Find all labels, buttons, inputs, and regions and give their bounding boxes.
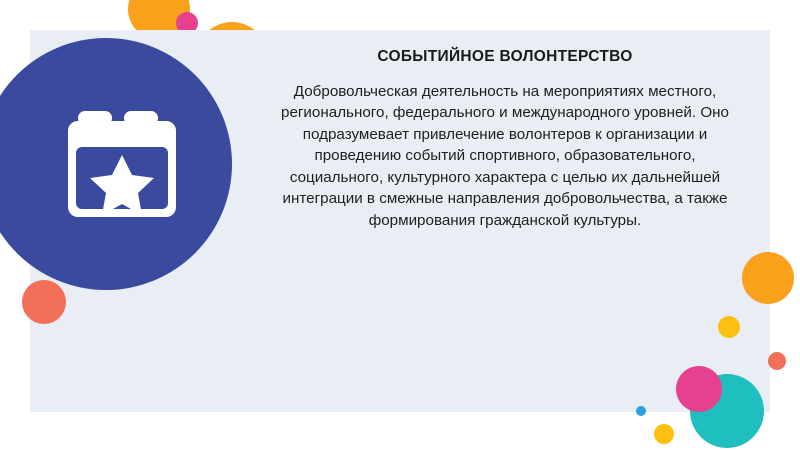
text-content [270,48,740,232]
circle-orange-right [742,252,794,304]
circle-blue-small [636,406,646,416]
circle-yellow-small [718,316,740,338]
body-paragraph: Добровольческая деятельность на мероприятиях местного, регионального, федерального и международного уровней. Оно подразумевает привлечение волонтеров к организации и проведению событий спортивного, образовательного, социального, культурного характера с целью их дальнейшей интеграции в смежные направления добровольчества, а также формирования гражданской культуры. [281,82,729,230]
calendar-star-icon [62,105,182,225]
page-title: СОБЫТИЙНОЕ ВОЛОНТЕРСТВО [377,48,633,65]
circle-coral-bottom [768,352,786,370]
circle-coral-left [22,280,66,324]
circle-magenta-bottom-right [676,366,722,412]
circle-yellow-bottom [654,424,674,444]
